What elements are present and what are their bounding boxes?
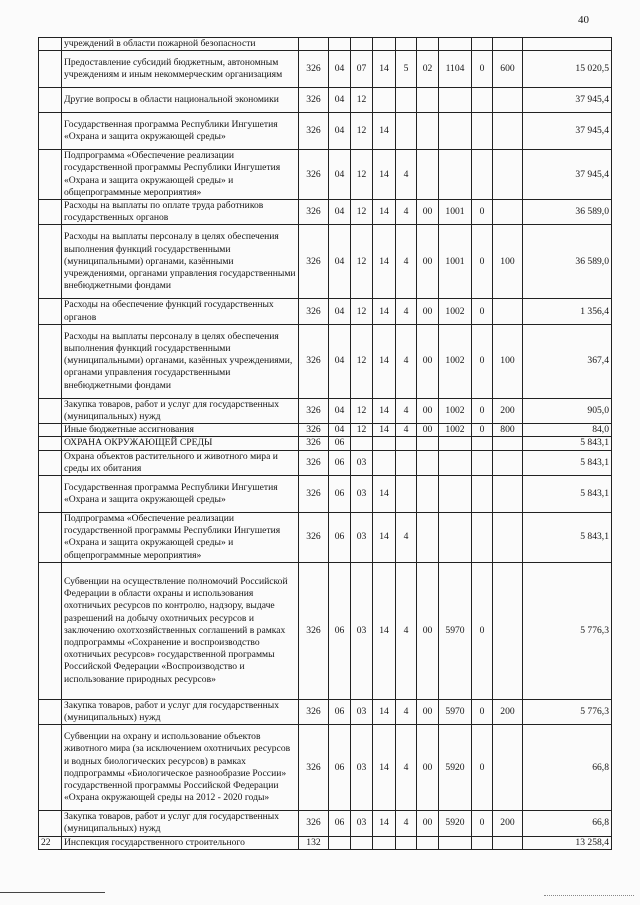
expense-subcode-cell — [472, 450, 493, 475]
item-name-cell: Расходы на обеспечение функций государственных органов — [62, 299, 299, 324]
subprogram-code-cell — [396, 476, 417, 513]
amount-cell: 84,0 — [523, 424, 612, 437]
expense-type-code-cell — [493, 113, 523, 150]
row-number-cell — [39, 51, 62, 88]
budget-table — [38, 37, 612, 850]
program-code-cell: 14 — [373, 398, 396, 423]
expense-type-code-cell: 800 — [493, 424, 523, 437]
expense-subcode-cell: 0 — [472, 424, 493, 437]
row-number-cell — [39, 725, 62, 811]
amount-cell: 15 020,5 — [523, 51, 612, 88]
expense-type-code-cell — [493, 88, 523, 113]
expense-code-cell — [439, 113, 472, 150]
expense-code-cell — [439, 150, 472, 200]
subsection-code-cell: 12 — [351, 398, 373, 423]
subsection-code-cell: 12 — [351, 200, 373, 225]
subsection-code-cell: 12 — [351, 225, 373, 299]
subprogram-code-cell — [396, 38, 417, 51]
subsection-code-cell: 03 — [351, 476, 373, 513]
expense-code-cell: 1002 — [439, 299, 472, 324]
amount-cell: 5 843,1 — [523, 437, 612, 450]
item-name-cell: Государственная программа Республики Ингушетия «Охрана и защита окружающей среды» — [62, 476, 299, 513]
expense-type-code-cell: 200 — [493, 811, 523, 836]
section-code-cell: 06 — [329, 437, 351, 450]
subprogram-code-cell: 4 — [396, 424, 417, 437]
subsection-code-cell — [351, 38, 373, 51]
row-number-cell — [39, 450, 62, 475]
subsection-code-cell: 12 — [351, 324, 373, 398]
amount-cell: 1 356,4 — [523, 299, 612, 324]
section-code-cell: 04 — [329, 424, 351, 437]
expense-subcode-cell — [472, 836, 493, 849]
program-code-cell: 14 — [373, 476, 396, 513]
direction-code-cell: 00 — [417, 424, 439, 437]
row-number-cell — [39, 324, 62, 398]
subprogram-code-cell: 4 — [396, 299, 417, 324]
row-number-cell — [39, 150, 62, 200]
admin-code-cell: 326 — [299, 398, 329, 423]
subprogram-code-cell — [396, 450, 417, 475]
direction-code-cell — [417, 450, 439, 475]
admin-code-cell: 326 — [299, 437, 329, 450]
subsection-code-cell: 12 — [351, 88, 373, 113]
table-row — [39, 51, 612, 88]
amount-cell: 5 843,1 — [523, 476, 612, 513]
expense-subcode-cell: 0 — [472, 398, 493, 423]
direction-code-cell: 00 — [417, 200, 439, 225]
admin-code-cell: 132 — [299, 836, 329, 849]
expense-subcode-cell: 0 — [472, 699, 493, 724]
subprogram-code-cell: 4 — [396, 562, 417, 699]
row-number-cell — [39, 200, 62, 225]
subsection-code-cell: 03 — [351, 513, 373, 563]
section-code-cell: 04 — [329, 150, 351, 200]
expense-type-code-cell — [493, 476, 523, 513]
table-row — [39, 836, 612, 849]
expense-code-cell: 1001 — [439, 200, 472, 225]
item-name-cell: Другие вопросы в области национальной экономики — [62, 88, 299, 113]
amount-cell: 5 776,3 — [523, 699, 612, 724]
expense-type-code-cell — [493, 725, 523, 811]
expense-code-cell — [439, 450, 472, 475]
row-number-cell: 22 — [39, 836, 62, 849]
amount-cell — [523, 38, 612, 51]
expense-code-cell: 5920 — [439, 725, 472, 811]
program-code-cell — [373, 836, 396, 849]
direction-code-cell — [417, 88, 439, 113]
expense-subcode-cell: 0 — [472, 324, 493, 398]
amount-cell: 905,0 — [523, 398, 612, 423]
table-body — [39, 38, 612, 850]
subsection-code-cell: 03 — [351, 811, 373, 836]
program-code-cell: 14 — [373, 299, 396, 324]
amount-cell: 37 945,4 — [523, 113, 612, 150]
amount-cell: 5 776,3 — [523, 562, 612, 699]
expense-code-cell: 1002 — [439, 424, 472, 437]
subprogram-code-cell: 4 — [396, 150, 417, 200]
direction-code-cell: 00 — [417, 324, 439, 398]
expense-code-cell: 1001 — [439, 225, 472, 299]
row-number-cell — [39, 437, 62, 450]
subprogram-code-cell: 4 — [396, 200, 417, 225]
section-code-cell: 04 — [329, 88, 351, 113]
table-row — [39, 398, 612, 423]
direction-code-cell: 00 — [417, 811, 439, 836]
amount-cell: 367,4 — [523, 324, 612, 398]
section-code-cell: 06 — [329, 699, 351, 724]
item-name-cell: Субвенции на осуществление полномочий Российской Федерации в области охраны и использования охотничьих ресурсов по контролю, надзору, выдаче разрешений на добычу охотничьих ресурсов и заключению охотхозяйственных соглашений в рамках подпрограммы «Сохранение и воспроизводство охотничьих ресурсов» государственной программы Российской Федерации «Воспроизводство и использование природных ресурсов» — [62, 562, 299, 699]
admin-code-cell: 326 — [299, 299, 329, 324]
direction-code-cell: 00 — [417, 398, 439, 423]
program-code-cell: 14 — [373, 51, 396, 88]
table-row — [39, 437, 612, 450]
row-number-cell — [39, 225, 62, 299]
item-name-cell: Государственная программа Республики Ингушетия «Охрана и защита окружающей среды» — [62, 113, 299, 150]
subprogram-code-cell: 4 — [396, 699, 417, 724]
admin-code-cell: 326 — [299, 513, 329, 563]
admin-code-cell: 326 — [299, 424, 329, 437]
expense-code-cell — [439, 513, 472, 563]
row-number-cell — [39, 88, 62, 113]
admin-code-cell: 326 — [299, 88, 329, 113]
direction-code-cell: 00 — [417, 562, 439, 699]
item-name-cell: Иные бюджетные ассигнования — [62, 424, 299, 437]
item-name-cell: Расходы на выплаты по оплате труда работников государственных органов — [62, 200, 299, 225]
expense-type-code-cell — [493, 437, 523, 450]
item-name-cell: ОХРАНА ОКРУЖАЮЩЕЙ СРЕДЫ — [62, 437, 299, 450]
program-code-cell: 14 — [373, 513, 396, 563]
subsection-code-cell: 03 — [351, 699, 373, 724]
row-number-cell — [39, 398, 62, 423]
subprogram-code-cell — [396, 836, 417, 849]
section-code-cell — [329, 836, 351, 849]
admin-code-cell: 326 — [299, 811, 329, 836]
expense-type-code-cell: 100 — [493, 225, 523, 299]
admin-code-cell: 326 — [299, 562, 329, 699]
program-code-cell: 14 — [373, 562, 396, 699]
program-code-cell: 14 — [373, 725, 396, 811]
program-code-cell: 14 — [373, 811, 396, 836]
table-row — [39, 699, 612, 724]
expense-type-code-cell — [493, 513, 523, 563]
subprogram-code-cell — [396, 88, 417, 113]
amount-cell: 66,8 — [523, 725, 612, 811]
admin-code-cell: 326 — [299, 324, 329, 398]
row-number-cell — [39, 562, 62, 699]
expense-type-code-cell — [493, 150, 523, 200]
program-code-cell — [373, 437, 396, 450]
subsection-code-cell: 12 — [351, 299, 373, 324]
expense-subcode-cell: 0 — [472, 725, 493, 811]
item-name-cell: Закупка товаров, работ и услуг для государственных (муниципальных) нужд — [62, 699, 299, 724]
row-number-cell — [39, 424, 62, 437]
program-code-cell: 14 — [373, 150, 396, 200]
table-row — [39, 424, 612, 437]
expense-code-cell — [439, 88, 472, 113]
amount-cell: 36 589,0 — [523, 200, 612, 225]
expense-subcode-cell: 0 — [472, 811, 493, 836]
admin-code-cell: 326 — [299, 450, 329, 475]
item-name-cell: Инспекция государственного строительного — [62, 836, 299, 849]
program-code-cell — [373, 38, 396, 51]
item-name-cell: Подпрограмма «Обеспечение реализации государственной программы Республики Ингушетия «Охрана и защита окружающей среды» и общепрограммные мероприятия» — [62, 150, 299, 200]
section-code-cell — [329, 38, 351, 51]
subprogram-code-cell: 4 — [396, 513, 417, 563]
expense-subcode-cell — [472, 513, 493, 563]
row-number-cell — [39, 513, 62, 563]
item-name-cell: Закупка товаров, работ и услуг для государственных (муниципальных) нужд — [62, 398, 299, 423]
expense-code-cell — [439, 836, 472, 849]
admin-code-cell: 326 — [299, 51, 329, 88]
item-name-cell: Подпрограмма «Обеспечение реализации государственной программы Республики Ингушетия «Охрана и защита окружающей среды» и общепрограммные мероприятия» — [62, 513, 299, 563]
footer-dotted-line — [544, 895, 634, 896]
section-code-cell: 04 — [329, 113, 351, 150]
admin-code-cell: 326 — [299, 113, 329, 150]
expense-type-code-cell — [493, 38, 523, 51]
expense-code-cell — [439, 437, 472, 450]
expense-type-code-cell: 200 — [493, 398, 523, 423]
admin-code-cell: 326 — [299, 725, 329, 811]
admin-code-cell: 326 — [299, 150, 329, 200]
footer-divider — [0, 892, 105, 893]
admin-code-cell: 326 — [299, 699, 329, 724]
expense-type-code-cell: 600 — [493, 51, 523, 88]
section-code-cell: 04 — [329, 225, 351, 299]
table-row — [39, 225, 612, 299]
subsection-code-cell: 12 — [351, 150, 373, 200]
subprogram-code-cell — [396, 113, 417, 150]
section-code-cell: 06 — [329, 513, 351, 563]
expense-subcode-cell: 0 — [472, 299, 493, 324]
expense-code-cell: 5970 — [439, 562, 472, 699]
program-code-cell: 14 — [373, 424, 396, 437]
expense-type-code-cell: 100 — [493, 324, 523, 398]
direction-code-cell — [417, 476, 439, 513]
direction-code-cell — [417, 113, 439, 150]
direction-code-cell — [417, 38, 439, 51]
expense-subcode-cell — [472, 38, 493, 51]
amount-cell: 37 945,4 — [523, 88, 612, 113]
table-row — [39, 476, 612, 513]
expense-code-cell — [439, 476, 472, 513]
direction-code-cell — [417, 513, 439, 563]
row-number-cell — [39, 299, 62, 324]
subprogram-code-cell: 5 — [396, 51, 417, 88]
section-code-cell: 04 — [329, 299, 351, 324]
section-code-cell: 04 — [329, 51, 351, 88]
admin-code-cell: 326 — [299, 200, 329, 225]
subsection-code-cell: 03 — [351, 725, 373, 811]
admin-code-cell: 326 — [299, 476, 329, 513]
expense-code-cell: 1002 — [439, 398, 472, 423]
expense-subcode-cell — [472, 476, 493, 513]
section-code-cell: 06 — [329, 562, 351, 699]
table-row — [39, 38, 612, 51]
amount-cell: 37 945,4 — [523, 150, 612, 200]
section-code-cell: 06 — [329, 450, 351, 475]
program-code-cell: 14 — [373, 324, 396, 398]
table-row — [39, 150, 612, 200]
expense-subcode-cell — [472, 88, 493, 113]
subsection-code-cell — [351, 437, 373, 450]
expense-subcode-cell: 0 — [472, 225, 493, 299]
program-code-cell: 14 — [373, 113, 396, 150]
section-code-cell: 06 — [329, 811, 351, 836]
expense-code-cell — [439, 38, 472, 51]
subprogram-code-cell: 4 — [396, 725, 417, 811]
table-row — [39, 811, 612, 836]
table-row — [39, 200, 612, 225]
direction-code-cell: 00 — [417, 225, 439, 299]
expense-type-code-cell — [493, 836, 523, 849]
program-code-cell: 14 — [373, 699, 396, 724]
program-code-cell — [373, 450, 396, 475]
expense-type-code-cell — [493, 200, 523, 225]
amount-cell: 13 258,4 — [523, 836, 612, 849]
direction-code-cell — [417, 836, 439, 849]
table-row — [39, 562, 612, 699]
direction-code-cell — [417, 150, 439, 200]
subsection-code-cell: 12 — [351, 424, 373, 437]
direction-code-cell: 00 — [417, 699, 439, 724]
page-number: 40 — [578, 14, 589, 26]
table-row — [39, 299, 612, 324]
direction-code-cell: 02 — [417, 51, 439, 88]
subprogram-code-cell: 4 — [396, 398, 417, 423]
item-name-cell: Закупка товаров, работ и услуг для государственных (муниципальных) нужд — [62, 811, 299, 836]
expense-subcode-cell — [472, 437, 493, 450]
expense-subcode-cell — [472, 150, 493, 200]
subsection-code-cell — [351, 836, 373, 849]
item-name-cell: Расходы на выплаты персоналу в целях обеспечения выполнения функций государственными (муниципальными) органами, казённых учреждениями, органами управления государственными внебюджетными фондами — [62, 324, 299, 398]
subprogram-code-cell: 4 — [396, 811, 417, 836]
expense-code-cell: 5970 — [439, 699, 472, 724]
amount-cell: 5 843,1 — [523, 450, 612, 475]
section-code-cell: 06 — [329, 725, 351, 811]
expense-code-cell: 1104 — [439, 51, 472, 88]
admin-code-cell: 326 — [299, 225, 329, 299]
program-code-cell — [373, 88, 396, 113]
direction-code-cell: 00 — [417, 725, 439, 811]
table-row — [39, 513, 612, 563]
table-row — [39, 450, 612, 475]
row-number-cell — [39, 476, 62, 513]
expense-subcode-cell: 0 — [472, 51, 493, 88]
expense-subcode-cell: 0 — [472, 200, 493, 225]
subsection-code-cell: 12 — [351, 113, 373, 150]
expense-type-code-cell: 200 — [493, 699, 523, 724]
expense-subcode-cell — [472, 113, 493, 150]
expense-type-code-cell — [493, 299, 523, 324]
row-number-cell — [39, 811, 62, 836]
expense-type-code-cell — [493, 562, 523, 699]
program-code-cell: 14 — [373, 225, 396, 299]
item-name-cell: учреждений в области пожарной безопасности — [62, 38, 299, 51]
subprogram-code-cell — [396, 437, 417, 450]
section-code-cell: 06 — [329, 476, 351, 513]
section-code-cell: 04 — [329, 200, 351, 225]
admin-code-cell — [299, 38, 329, 51]
amount-cell: 5 843,1 — [523, 513, 612, 563]
amount-cell: 36 589,0 — [523, 225, 612, 299]
expense-type-code-cell — [493, 450, 523, 475]
expense-code-cell: 5920 — [439, 811, 472, 836]
table-row — [39, 113, 612, 150]
item-name-cell: Предоставление субсидий бюджетным, автономным учреждениям и иным некоммерческим организациям — [62, 51, 299, 88]
item-name-cell: Охрана объектов растительного и животного мира и среды их обитания — [62, 450, 299, 475]
table-row — [39, 725, 612, 811]
direction-code-cell — [417, 437, 439, 450]
direction-code-cell: 00 — [417, 299, 439, 324]
expense-code-cell: 1002 — [439, 324, 472, 398]
subsection-code-cell: 03 — [351, 562, 373, 699]
subsection-code-cell: 03 — [351, 450, 373, 475]
row-number-cell — [39, 113, 62, 150]
section-code-cell: 04 — [329, 324, 351, 398]
row-number-cell — [39, 38, 62, 51]
table-row — [39, 324, 612, 398]
program-code-cell: 14 — [373, 200, 396, 225]
row-number-cell — [39, 699, 62, 724]
item-name-cell: Расходы на выплаты персоналу в целях обеспечения выполнения функций государственными (муниципальными) органами, казёнными учреждениями, органами управления государственными внебюджетными фондами — [62, 225, 299, 299]
expense-subcode-cell: 0 — [472, 562, 493, 699]
table-row — [39, 88, 612, 113]
subsection-code-cell: 07 — [351, 51, 373, 88]
amount-cell: 66,8 — [523, 811, 612, 836]
item-name-cell: Субвенции на охрану и использование объектов животного мира (за исключением охотничьих ресурсов и водных биологических ресурсов) в рамках подпрограммы «Биологическое разнообразие России» государственной программы Российской Федерации «Охрана окружающей среды на 2012 - 2020 годы» — [62, 725, 299, 811]
section-code-cell: 04 — [329, 398, 351, 423]
subprogram-code-cell: 4 — [396, 324, 417, 398]
subprogram-code-cell: 4 — [396, 225, 417, 299]
